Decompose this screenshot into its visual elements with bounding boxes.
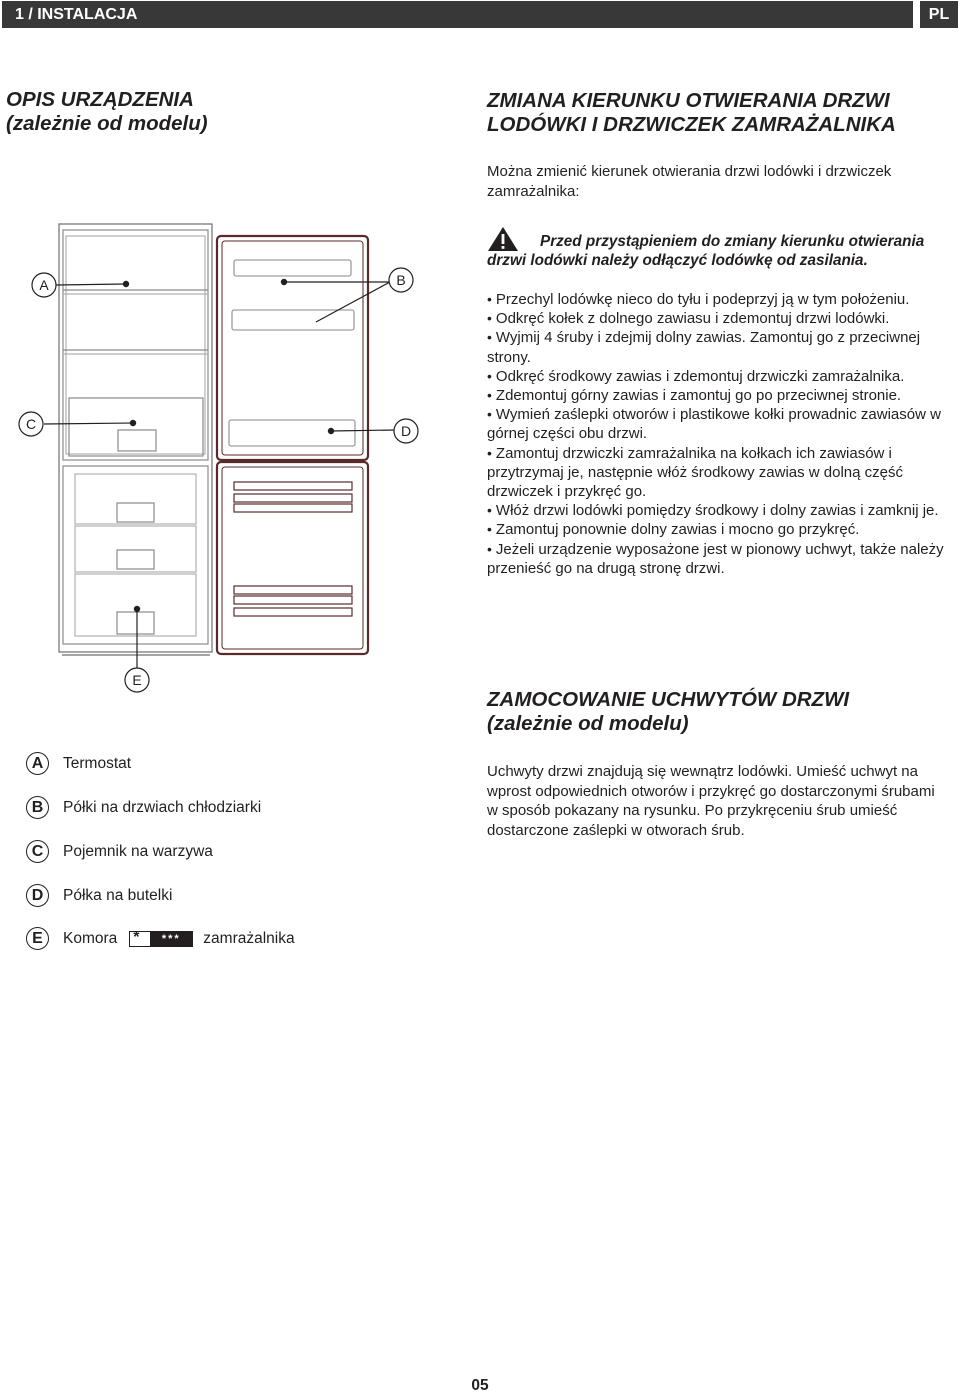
list-item: • Odkręć kołek z dolnego zawiasu i zdemontuj drzwi lodówki.: [487, 310, 890, 328]
list-item: • Włóż drzwi lodówki pomiędzy środkowy i dolny zawias i zamknij je.: [487, 502, 939, 520]
door-reversal-title: [487, 89, 957, 137]
description-title-line1: OPIS URZĄDZENIA: [6, 88, 194, 111]
legend-item-d: [26, 884, 172, 907]
label-b: B: [396, 272, 406, 288]
legend-text-suffix: zamrażalnika: [203, 929, 295, 947]
warning-text: Przed przystąpieniem do zmiany kierunku otwierania drzwi lodówki należy odłączyć lodówkę od zasilania.: [487, 233, 925, 269]
list-item: • Przechyl lodówkę nieco do tyłu i podeprzyj ją w tym położeniu.: [487, 291, 910, 308]
description-title: [6, 88, 406, 136]
door-reversal-title-line2: LODÓWKI I DRZWICZEK ZAMRAŻALNIKA: [487, 113, 896, 136]
legend-letter: B: [26, 796, 49, 819]
legend-item-e: [26, 927, 295, 950]
list-item: • Zamontuj ponownie dolny zawias i mocno go przykręć.: [487, 521, 860, 539]
label-e: E: [132, 672, 142, 688]
list-item: • Wymień zaślepki otworów i plastikowe kołki prowadnic zawiasów w górnej części obu drzwi.: [487, 406, 941, 443]
legend-text: Półki na drzwiach chłodziarki: [63, 798, 262, 816]
list-item: • Odkręć środkowy zawias i zdemontuj drzwiczki zamrażalnika.: [487, 367, 905, 385]
label-c: C: [25, 416, 37, 432]
language-badge: PL: [920, 1, 958, 28]
list-item: • Wyjmij 4 śruby i zdejmij dolny zawias. Zamontuj go z przeciwnej strony.: [487, 329, 921, 366]
door-reversal-steps: [487, 290, 955, 578]
legend-letter: E: [26, 927, 49, 950]
legend-text: Komora: [63, 929, 118, 947]
handles-title: [487, 688, 957, 736]
freezer-star-rating-icon: * ***: [129, 931, 193, 947]
list-item: • Zamontuj drzwiczki zamrażalnika na kołkach ich zawiasów i przytrzymaj je, następnie włóż środkowy zawias w dolną część drzwiczek i przykręć go.: [487, 444, 903, 501]
fridge-diagram: [0, 210, 440, 700]
description-title-line2: (zależnie od modelu): [6, 112, 208, 135]
handles-title-line2: (zależnie od modelu): [487, 712, 689, 735]
warning-icon: [487, 226, 519, 252]
legend-text: Pojemnik na warzywa: [63, 842, 213, 860]
legend-item-b: [26, 796, 261, 819]
legend-letter: C: [26, 840, 49, 863]
legend-letter: A: [26, 752, 49, 775]
legend-text: Półka na butelki: [63, 886, 173, 904]
handles-text: Uchwyty drzwi znajdują się wewnątrz lodówki. Umieść uchwyt na wprost odpowiednich otworów i przykręć go dostarczonymi śrubami w sposób pokazany na rysunku. Po przykręceniu śrub umieść dostarczone zaślepki w otworach śrub.: [487, 763, 935, 839]
label-d: D: [400, 423, 412, 439]
list-item: • Jeżeli urządzenie wyposażone jest w pionowy uchwyt, także należy przenieść go na drugą stronę drzwi.: [487, 540, 944, 577]
door-reversal-intro: Można zmienić kierunek otwierania drzwi lodówki i drzwiczek zamrażalnika:: [487, 163, 892, 200]
legend-letter: D: [26, 884, 49, 907]
legend-text: Termostat: [63, 754, 132, 772]
page-number: 05: [471, 1377, 489, 1394]
legend-item-a: [26, 752, 131, 775]
list-item: • Zdemontuj górny zawias i zamontuj go po przeciwnej stronie.: [487, 387, 902, 405]
door-reversal-title-line1: ZMIANA KIERUNKU OTWIERANIA DRZWI: [487, 89, 890, 112]
warning-box: [487, 226, 957, 270]
label-a: A: [39, 277, 49, 293]
section-header: 1 / INSTALACJA: [2, 1, 913, 28]
legend-item-c: [26, 840, 213, 863]
handles-title-line1: ZAMOCOWANIE UCHWYTÓW DRZWI: [487, 688, 850, 711]
